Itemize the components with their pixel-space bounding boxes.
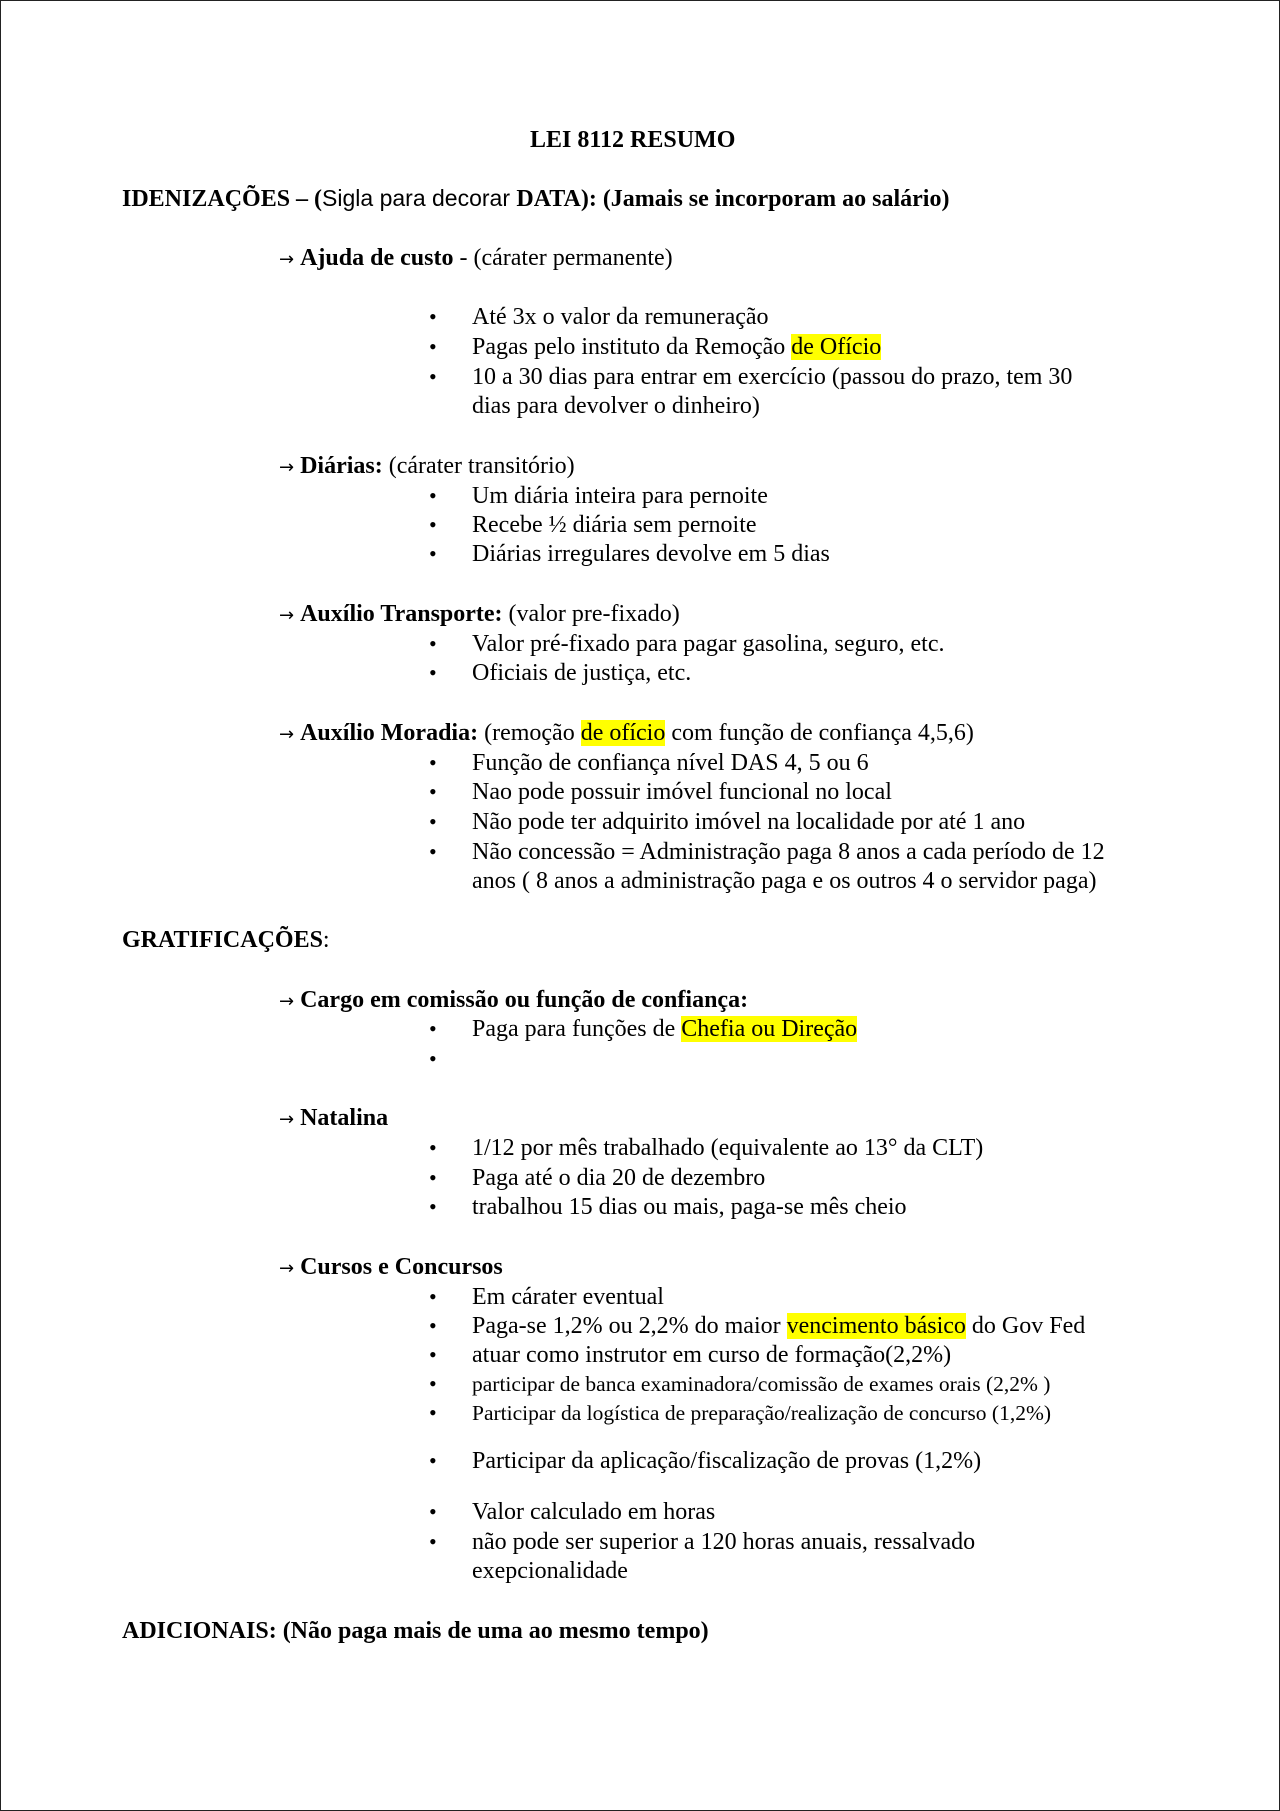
- list-item: Recebe ½ diária sem pernoite: [472, 512, 757, 538]
- subsection-desc: (valor pre-fixado): [502, 601, 680, 627]
- bullet-icon: •: [429, 839, 437, 864]
- list-item-text: Paga-se 1,2% ou 2,2% do maior: [472, 1313, 787, 1339]
- subsection-desc: (remoção: [478, 720, 581, 746]
- list-item-continuation: dias para devolver o dinheiro): [472, 393, 760, 419]
- bullet-icon: •: [429, 1016, 437, 1041]
- list-item: Valor calculado em horas: [472, 1499, 716, 1525]
- list-item-text: Paga para funções de: [472, 1016, 682, 1042]
- heading-part-3: DATA): (Jamais se incorporam ao salário): [516, 186, 950, 212]
- subsection-label: Cargo em comissão ou função de confiança:: [300, 987, 749, 1013]
- arrow-right-icon: →: [279, 249, 295, 270]
- section-heading-indenizacoes: [122, 183, 949, 214]
- subsection-label: Cursos e Concursos: [300, 1254, 503, 1280]
- highlighted-text: Chefia ou Direção: [681, 1016, 858, 1042]
- list-item-continuation: anos ( 8 anos a administração paga e os outros 4 o servidor paga): [472, 868, 1097, 894]
- list-item: Não pode ter adquirito imóvel na localidade por até 1 ano: [472, 809, 1026, 835]
- highlighted-text: vencimento básico: [786, 1313, 966, 1339]
- subsection-label: Auxílio Moradia:: [300, 720, 479, 746]
- subsection-auxilio-moradia: [279, 718, 974, 750]
- page-title: LEI 8112 RESUMO: [530, 127, 736, 153]
- subsection-label: Diárias:: [300, 453, 383, 479]
- bullet-icon: •: [429, 512, 437, 537]
- bullet-icon: •: [429, 631, 437, 656]
- list-item: [472, 1311, 1085, 1341]
- subsection-cursos-e-concursos: [279, 1252, 503, 1284]
- bullet-icon: •: [429, 1313, 437, 1338]
- bullet-icon: •: [429, 1371, 437, 1396]
- arrow-right-icon: →: [279, 457, 295, 478]
- subsection-cargo-em-comissao: [279, 985, 748, 1017]
- list-item-continuation: exepcionalidade: [472, 1558, 628, 1584]
- list-item: não pode ser superior a 120 horas anuais, ressalvado: [472, 1529, 976, 1555]
- list-item-text: Pagas pelo instituto da Remoção: [472, 334, 792, 360]
- bullet-icon: •: [429, 1165, 437, 1190]
- bullet-icon: •: [429, 1046, 437, 1071]
- subsection-diarias: [279, 451, 575, 483]
- list-item: trabalhou 15 dias ou mais, paga-se mês cheio: [472, 1194, 907, 1220]
- arrow-right-icon: →: [279, 991, 295, 1012]
- bullet-icon: •: [429, 1342, 437, 1367]
- arrow-right-icon: →: [279, 724, 295, 745]
- subsection-desc-rest: com função de confiança 4,5,6): [665, 720, 974, 746]
- subsection-label: Auxílio Transporte:: [300, 601, 503, 627]
- bullet-icon: •: [429, 660, 437, 685]
- heading-part-2: Sigla para decorar: [322, 185, 517, 211]
- list-item: Valor pré-fixado para pagar gasolina, seguro, etc.: [472, 631, 945, 657]
- subsection-label: Ajuda de custo: [300, 245, 454, 271]
- heading-part-1: IDENIZAÇÕES – (: [122, 186, 323, 212]
- subsection-label: Natalina: [300, 1105, 389, 1131]
- bullet-icon: •: [429, 364, 437, 389]
- arrow-right-icon: →: [279, 1258, 295, 1279]
- list-item: Um diária inteira para pernoite: [472, 483, 768, 509]
- list-item: 10 a 30 dias para entrar em exercício (passou do prazo, tem 30: [472, 364, 1073, 390]
- subsection-auxilio-transporte: [279, 599, 680, 631]
- bullet-icon: •: [429, 1194, 437, 1219]
- heading-label: GRATIFICAÇÕES: [122, 927, 323, 953]
- bullet-icon: •: [429, 809, 437, 834]
- bullet-icon: •: [429, 750, 437, 775]
- bullet-icon: •: [429, 779, 437, 804]
- list-item: Participar da aplicação/fiscalização de provas (1,2%): [472, 1448, 982, 1474]
- list-item: atuar como instrutor em curso de formação(2,2%): [472, 1342, 952, 1368]
- list-item: Não concessão = Administração paga 8 anos a cada período de 12: [472, 839, 1105, 865]
- heading-colon: :: [322, 927, 330, 953]
- bullet-icon: •: [429, 1499, 437, 1524]
- list-item: Paga até o dia 20 de dezembro: [472, 1165, 766, 1191]
- bullet-icon: •: [429, 541, 437, 566]
- subsection-ajuda-de-custo: [279, 243, 673, 275]
- list-item: Oficiais de justiça, etc.: [472, 660, 692, 686]
- arrow-right-icon: →: [279, 1109, 295, 1130]
- list-item: participar de banca examinadora/comissão de exames orais (2,2% ): [472, 1372, 1051, 1396]
- highlighted-text: de ofício: [580, 720, 666, 746]
- highlighted-text: de Ofício: [791, 334, 882, 360]
- bullet-icon: •: [429, 1135, 437, 1160]
- subsection-natalina: [279, 1103, 388, 1135]
- bullet-icon: •: [429, 1284, 437, 1309]
- list-item: Até 3x o valor da remuneração: [472, 304, 769, 330]
- bullet-icon: •: [429, 334, 437, 359]
- subsection-separator: -: [453, 245, 474, 271]
- section-heading-gratificacoes: [122, 925, 330, 955]
- bullet-icon: •: [429, 1529, 437, 1554]
- bullet-icon: •: [429, 304, 437, 329]
- list-item: Participar da logística de preparação/realização de concurso (1,2%): [472, 1401, 1052, 1425]
- bullet-icon: •: [429, 483, 437, 508]
- list-item: [472, 332, 881, 362]
- bullet-icon: •: [429, 1400, 437, 1425]
- bullet-icon: •: [429, 1448, 437, 1473]
- subsection-desc: (cárater transitório): [382, 453, 575, 479]
- list-item: Em cárater eventual: [472, 1284, 664, 1310]
- arrow-right-icon: →: [279, 605, 295, 626]
- list-item: Nao pode possuir imóvel funcional no local: [472, 779, 892, 805]
- list-item: Diárias irregulares devolve em 5 dias: [472, 541, 830, 567]
- subsection-desc: (cárater permanente): [473, 245, 673, 271]
- section-heading-adicionais: ADICIONAIS: (Não paga mais de uma ao mesmo tempo): [122, 1618, 709, 1644]
- list-item: [472, 1014, 857, 1044]
- list-item: Função de confiança nível DAS 4, 5 ou 6: [472, 750, 869, 776]
- list-item: 1/12 por mês trabalhado (equivalente ao 13° da CLT): [472, 1135, 984, 1161]
- list-item-text-rest: do Gov Fed: [965, 1313, 1086, 1339]
